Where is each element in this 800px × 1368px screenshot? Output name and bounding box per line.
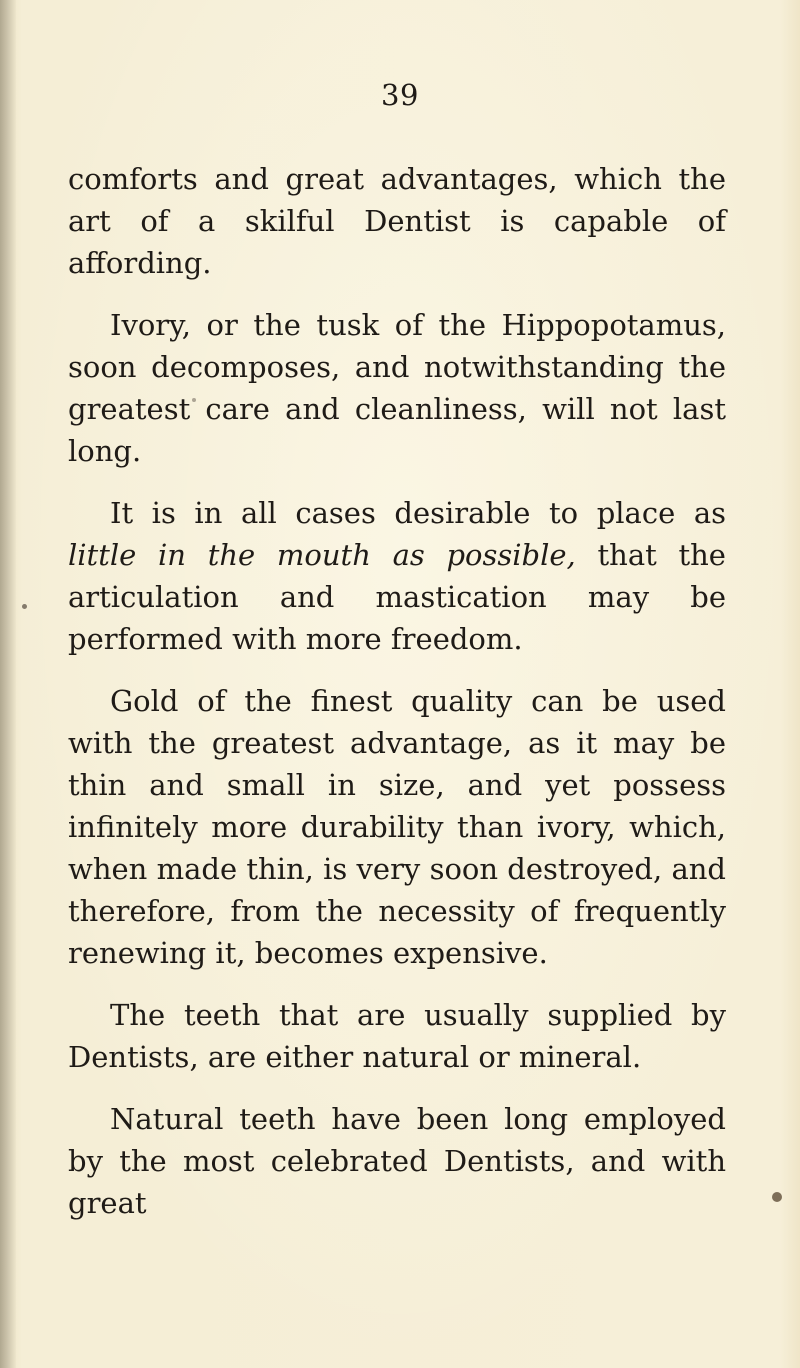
paragraph-text: that the articulation and mastication may be performed with more freedom. <box>68 538 726 656</box>
paragraph <box>68 158 726 284</box>
paragraph <box>68 1098 726 1224</box>
italic-emphasis: little in the mouth as possible, <box>68 538 576 572</box>
page-number: 39 <box>381 78 419 112</box>
ink-speck <box>22 604 27 609</box>
paragraph-text: Ivory, or the tusk of the Hippopotamus, soon decomposes, and notwithstanding the greatest care and cleanliness, will not last long. <box>68 308 726 468</box>
paragraph <box>68 994 726 1078</box>
paragraph-text: Gold of the finest quality can be used with the greatest advantage, as it may be thin and small in size, and yet possess infinitely more durability than ivory, which, when made thin, is very soon destroyed, and therefore, from the necessity of frequently renewing it, becomes expensive. <box>68 684 726 970</box>
paragraph <box>68 492 726 660</box>
paragraph-text: It is in all cases desirable to place as <box>110 496 726 530</box>
ink-speck <box>772 1192 782 1202</box>
paragraph <box>68 680 726 974</box>
paragraph-text: The teeth that are usually supplied by Dentists, are either natural or mineral. <box>68 998 726 1074</box>
paragraph <box>68 304 726 472</box>
binding-shadow <box>0 0 16 1368</box>
paragraph-text: comforts and great advantages, which the art of a skilful Dentist is capable of affording. <box>68 162 726 280</box>
body-text <box>68 158 726 1244</box>
paragraph-text: Natural teeth have been long employed by the most celebrated Dentists, and with great <box>68 1102 726 1220</box>
